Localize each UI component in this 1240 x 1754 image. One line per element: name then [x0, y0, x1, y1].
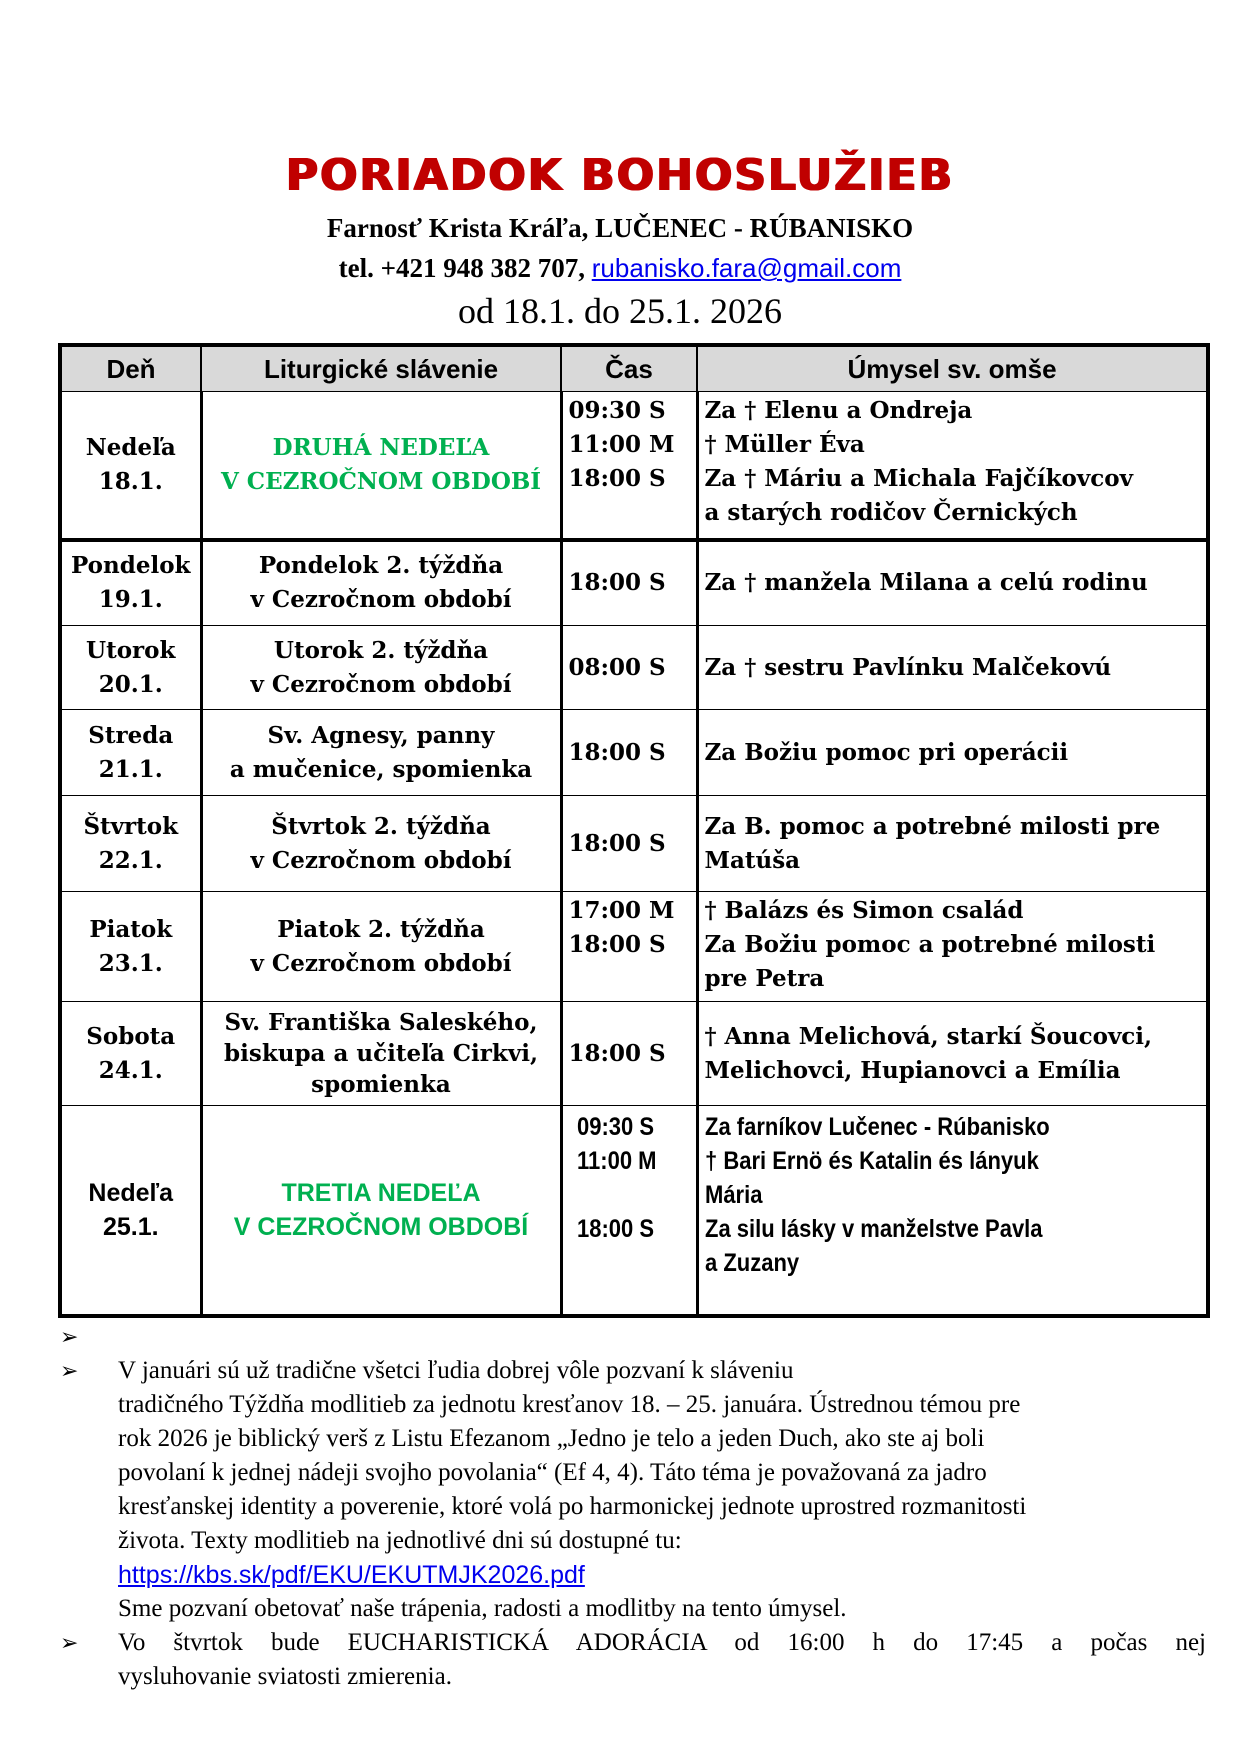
intention-cell	[697, 392, 1208, 540]
mass-time: 18:00 S	[568, 569, 666, 597]
day-cell	[60, 1106, 201, 1316]
day-name: Nedeľa	[88, 1178, 174, 1207]
intention-line: Za † Máriu a Michala Fajčíkovcov	[704, 465, 1133, 492]
liturgy-line: a mučenice, spomienka	[229, 755, 533, 783]
liturgy-line: Utorok 2. týždňa	[273, 636, 489, 664]
announcement-prayer-week	[58, 1354, 1206, 1626]
day-cell	[60, 796, 201, 892]
day-name: Nedeľa	[85, 433, 176, 461]
table-header-row	[60, 345, 1208, 392]
liturgy-line: v Cezročnom období	[250, 586, 512, 614]
liturgy-cell	[201, 710, 561, 796]
day-date: 23.1.	[98, 949, 163, 977]
mass-time: 09:30 S	[576, 1113, 654, 1141]
liturgy-line: v Cezročnom období	[250, 670, 512, 698]
day-date: 18.1.	[98, 467, 163, 495]
day-name: Piatok	[89, 915, 173, 943]
intention-cell	[697, 796, 1208, 892]
announcement-text: kresťanskej identity a poverenie, ktoré volá po harmonickej jednote uprostred rozmanitosti	[118, 1493, 1027, 1520]
intention-cell	[697, 540, 1208, 626]
column-header-day: Deň	[60, 345, 201, 392]
email-link[interactable]: rubanisko.fara@gmail.com	[591, 253, 902, 283]
announcement-adoration	[58, 1626, 1206, 1694]
day-cell	[60, 626, 201, 710]
schedule-table	[58, 343, 1210, 1318]
day-cell	[60, 710, 201, 796]
mass-time: 11:00 M	[568, 431, 675, 458]
time-cell	[561, 540, 697, 626]
contact-line	[0, 253, 1240, 284]
prayer-texts-link[interactable]: https://kbs.sk/pdf/EKU/EKUTMJK2026.pdf	[118, 1561, 585, 1589]
table-row	[60, 540, 1208, 626]
intention-line: † Anna Melichová, starkí Šoucovci,	[704, 1022, 1153, 1050]
mass-time: 18:00 S	[568, 931, 666, 958]
liturgy-line: DRUHÁ NEDEĽA	[272, 433, 490, 461]
liturgy-cell	[201, 796, 561, 892]
mass-time	[577, 1178, 676, 1212]
announcement-text: Vo štvrtok bude EUCHARISTICKÁ ADORÁCIA od 16:00 h do 17:45 a počas nej	[118, 1629, 1206, 1656]
liturgy-cell	[201, 392, 561, 540]
column-header-time: Čas	[561, 345, 697, 392]
announcement-text: vysluhovanie sviatosti zmierenia.	[118, 1663, 452, 1690]
day-name: Pondelok	[71, 552, 191, 580]
table-row	[60, 892, 1208, 1002]
mass-time: 18:00 S	[568, 1039, 666, 1067]
intention-line: Matúša	[704, 846, 801, 874]
liturgy-line: v Cezročnom období	[250, 846, 512, 874]
table-row	[60, 710, 1208, 796]
day-name: Utorok	[86, 636, 176, 664]
liturgy-line: Sv. Františka Saleského,	[224, 1009, 538, 1036]
intention-line: Za farníkov Lučenec - Rúbanisko	[704, 1113, 1050, 1141]
announcement-text: tradičného Týždňa modlitieb za jednotu kresťanov 18. – 25. januára. Ústrednou témou pre	[118, 1391, 1021, 1418]
day-cell	[60, 392, 201, 540]
day-cell	[60, 892, 201, 1002]
intention-line: † Müller Éva	[704, 431, 865, 458]
time-cell	[561, 892, 697, 1002]
intention-line: † Bari Ernö és Katalin és lányuk	[704, 1147, 1039, 1175]
liturgy-cell	[201, 540, 561, 626]
liturgy-cell	[201, 626, 561, 710]
intention-line: Mária	[704, 1181, 762, 1209]
mass-time: 18:00 S	[568, 738, 666, 766]
day-name: Štvrtok	[83, 812, 179, 840]
day-cell	[60, 1002, 201, 1106]
table-row	[60, 796, 1208, 892]
time-cell	[561, 710, 697, 796]
mass-time: 08:00 S	[568, 653, 666, 681]
intention-line: † Balázs és Simon család	[704, 897, 1024, 924]
table-row	[60, 392, 1208, 540]
liturgy-line: Sv. Agnesy, panny	[267, 721, 495, 749]
liturgy-cell	[201, 1106, 561, 1316]
table-row	[60, 1002, 1208, 1106]
column-header-intention: Úmysel sv. omše	[697, 345, 1208, 392]
liturgy-line: v Cezročnom období	[250, 949, 512, 977]
day-date: 20.1.	[98, 670, 163, 698]
mass-time: 09:30 S	[568, 397, 666, 424]
arrow-bullet-icon: ➢	[60, 1324, 79, 1349]
day-date: 21.1.	[98, 755, 163, 783]
mass-time: 17:00 M	[568, 897, 675, 924]
intention-line: pre Petra	[704, 965, 825, 992]
liturgy-cell	[201, 1002, 561, 1106]
announcements	[58, 1320, 1206, 1694]
intention-line: Za B. pomoc a potrebné milosti pre	[704, 812, 1161, 840]
day-cell	[60, 540, 201, 626]
intention-line: a Zuzany	[704, 1249, 799, 1277]
liturgy-line: Pondelok 2. týždňa	[258, 552, 504, 580]
intention-line: Melichovci, Hupianovci a Emília	[704, 1056, 1121, 1084]
liturgy-line: V CEZROČNOM OBDOBÍ	[233, 1212, 529, 1241]
mass-time: 18:00 S	[568, 465, 666, 492]
liturgy-line: Piatok 2. týždňa	[277, 915, 485, 943]
liturgy-line: TRETIA NEDEĽA	[281, 1178, 481, 1207]
liturgy-line: V CEZROČNOM OBDOBÍ	[220, 467, 542, 495]
announcement-text: rok 2026 je biblický verš z Listu Efezanom „Jedno je telo a jeden Duch, ako ste aj boli	[118, 1425, 985, 1452]
time-cell	[561, 1106, 697, 1316]
day-date: 25.1.	[102, 1212, 159, 1241]
mass-time: 18:00 S	[568, 829, 666, 857]
liturgy-cell	[201, 892, 561, 1002]
column-header-liturgy: Liturgické slávenie	[201, 345, 561, 392]
parish-name: Farnosť Krista Kráľa, LUČENEC - RÚBANISKO	[326, 213, 914, 243]
mass-time: 18:00 S	[576, 1215, 654, 1243]
intention-cell	[697, 892, 1208, 1002]
mass-time: 11:00 M	[576, 1147, 657, 1175]
intention-cell	[697, 1106, 1208, 1316]
time-cell	[561, 392, 697, 540]
intention-cell	[697, 1002, 1208, 1106]
day-date: 24.1.	[98, 1056, 163, 1084]
intention-line: Za † manžela Milana a celú rodinu	[704, 569, 1148, 597]
time-cell	[561, 796, 697, 892]
intention-line: Za † sestru Pavlínku Malčekovú	[704, 653, 1112, 681]
arrow-bullet-icon: ➢	[60, 1358, 79, 1383]
intention-line: Za silu lásky v manželstve Pavla	[704, 1215, 1043, 1243]
table-row	[60, 1106, 1208, 1316]
announcement-text: Sme pozvaní obetovať naše trápenia, radosti a modlitby na tento úmysel.	[118, 1595, 847, 1622]
liturgy-line: biskupa a učiteľa Cirkvi,	[224, 1040, 538, 1067]
intention-line: Za Božiu pomoc pri operácii	[704, 738, 1069, 766]
announcement-text: života. Texty modlitieb na jednotlivé dni sú dostupné tu:	[118, 1527, 682, 1554]
announcement-empty	[58, 1320, 1206, 1354]
liturgy-line: spomienka	[311, 1071, 451, 1098]
announcement-text: V januári sú už tradične všetci ľudia dobrej vôle pozvaní k sláveniu	[118, 1357, 794, 1384]
intention-cell	[697, 710, 1208, 796]
intention-cell	[697, 626, 1208, 710]
intention-line: Za † Elenu a Ondreja	[704, 397, 973, 424]
time-cell	[561, 1002, 697, 1106]
time-cell	[561, 626, 697, 710]
arrow-bullet-icon: ➢	[60, 1630, 79, 1655]
phone-number: tel. +421 948 382 707,	[338, 253, 585, 283]
day-date: 19.1.	[98, 586, 163, 614]
day-name: Sobota	[86, 1022, 176, 1050]
intention-line: Za Božiu pomoc a potrebné milosti	[704, 931, 1156, 958]
day-name: Streda	[88, 721, 174, 749]
liturgy-line: Štvrtok 2. týždňa	[271, 812, 491, 840]
intention-line: a starých rodičov Černických	[704, 499, 1078, 526]
day-date: 22.1.	[98, 846, 163, 874]
announcement-text: povolaní k jednej nádeji svojho povolania“ (Ef 4, 4). Táto téma je považovaná za jadro	[118, 1459, 987, 1486]
page-title: PORIADOK BOHOSLUŽIEB	[285, 150, 955, 201]
table-row	[60, 626, 1208, 710]
date-range: od 18.1. do 25.1. 2026	[458, 291, 782, 331]
